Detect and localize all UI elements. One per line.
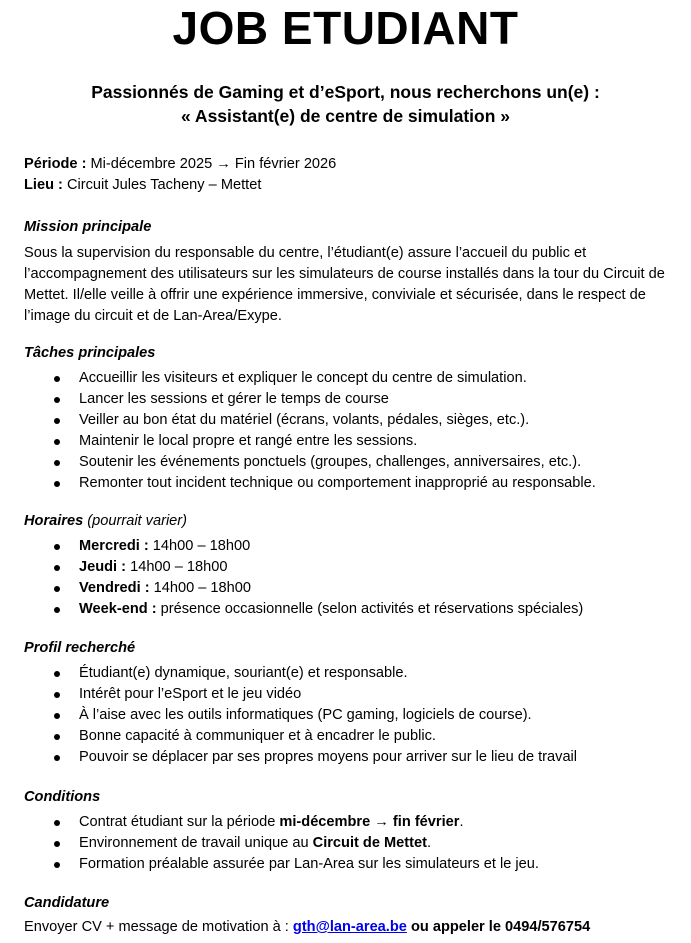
list-item <box>24 705 674 726</box>
conditions-section <box>24 787 674 875</box>
info-section <box>24 154 674 196</box>
list-item <box>24 663 674 684</box>
conditions-list <box>24 812 674 875</box>
bullet-icon <box>54 820 60 826</box>
schedule-section <box>24 511 674 620</box>
application-line <box>24 917 674 938</box>
subtitle <box>0 80 691 128</box>
schedule-day: Week-end : <box>79 601 157 617</box>
phone-text: ou appeler le 0494/576754 <box>406 919 591 935</box>
place-label: Lieu : <box>24 177 63 193</box>
bullet-icon <box>54 397 60 403</box>
schedule-heading-text: Horaires <box>24 513 84 529</box>
condition-text: Formation préalable assurée par Lan-Area sur les simulateurs et le jeu. <box>79 856 539 872</box>
list-item-text: Accueillir les visiteurs et expliquer le concept du centre de simulation. <box>79 370 527 386</box>
bullet-icon <box>54 544 60 550</box>
period-value: Mi-décembre 2025 → Fin février 2026 <box>86 156 337 172</box>
list-item-text: Étudiant(e) dynamique, souriant(e) et responsable. <box>79 665 408 681</box>
application-section <box>24 893 674 938</box>
schedule-time: 14h00 – 18h00 <box>126 559 228 575</box>
schedule-day: Vendredi : <box>79 580 150 596</box>
list-item <box>24 431 674 452</box>
mission-text: Sous la supervision du responsable du centre, l’étudiant(e) assure l’accueil du public et l’accompagnement des utilisateurs sur les simulateurs de course installés dans la tour du Circuit de Mettet. Il/elle veille à offrir une expérience immersive, conviviale et sécurisée, dans le respect de l’image du circuit et de Lan-Area/Exype. <box>24 245 665 324</box>
list-item-text: Soutenir les événements ponctuels (groupes, challenges, anniversaires, etc.). <box>79 454 582 470</box>
list-item <box>24 410 674 431</box>
schedule-list <box>24 536 674 620</box>
bullet-icon <box>54 841 60 847</box>
profile-heading: Profil recherché <box>24 640 136 656</box>
tasks-section <box>24 343 674 494</box>
list-item <box>24 684 674 705</box>
condition-place: Circuit de Mettet <box>312 835 427 851</box>
list-item-text: Veiller au bon état du matériel (écrans, volants, pédales, sièges, etc.). <box>79 412 530 428</box>
condition-text: Environnement de travail unique au <box>79 835 313 851</box>
mission-heading: Mission principale <box>24 219 152 235</box>
list-item <box>24 452 674 473</box>
schedule-day: Jeudi : <box>79 559 127 575</box>
bullet-icon <box>54 565 60 571</box>
condition-punct: . <box>459 814 464 830</box>
mission-section <box>24 217 674 327</box>
subtitle-line-2: « Assistant(e) de centre de simulation » <box>180 106 511 126</box>
period-line <box>24 154 674 175</box>
application-text: Envoyer CV + message de motivation à : <box>24 919 293 935</box>
list-item <box>24 473 674 494</box>
list-item <box>24 389 674 410</box>
tasks-list <box>24 368 674 494</box>
list-item <box>24 812 674 833</box>
list-item <box>24 833 674 854</box>
email-link[interactable]: gth@lan-area.be <box>292 919 407 935</box>
list-item <box>24 557 674 578</box>
schedule-day: Mercredi : <box>79 538 149 554</box>
bullet-icon <box>54 418 60 424</box>
schedule-time: 14h00 – 18h00 <box>148 538 251 554</box>
bullet-icon <box>54 734 60 740</box>
bullet-icon <box>54 671 60 677</box>
subtitle-line-1: Passionnés de Gaming et d’eSport, nous recherchons un(e) : <box>91 82 600 102</box>
schedule-heading <box>24 511 674 532</box>
schedule-note: (pourrait varier) <box>83 513 188 529</box>
list-item-text: Lancer les sessions et gérer le temps de course <box>79 391 389 407</box>
list-item <box>24 368 674 389</box>
list-item-text: Remonter tout incident technique ou comportement inapproprié au responsable. <box>79 475 596 491</box>
bullet-icon <box>54 586 60 592</box>
list-item <box>24 536 674 557</box>
bullet-icon <box>54 713 60 719</box>
bullet-icon <box>54 862 60 868</box>
bullet-icon <box>54 692 60 698</box>
list-item-text: Bonne capacité à communiquer et à encadrer le public. <box>79 728 436 744</box>
bullet-icon <box>54 376 60 382</box>
profile-list <box>24 663 674 768</box>
list-item <box>24 747 674 768</box>
list-item-text: À l’aise avec les outils informatiques (PC gaming, logiciels de course). <box>79 707 532 723</box>
bullet-icon <box>54 481 60 487</box>
condition-punct: . <box>426 835 432 851</box>
list-item <box>24 599 674 620</box>
list-item <box>24 726 674 747</box>
schedule-time: présence occasionnelle (selon activités et réservations spéciales) <box>156 601 584 617</box>
list-item-text: Pouvoir se déplacer par ses propres moyens pour arriver sur le lieu de travail <box>79 749 578 765</box>
place-value: Circuit Jules Tacheny – Mettet <box>62 177 262 193</box>
list-item-text: Intérêt pour l’eSport et le jeu vidéo <box>79 686 302 702</box>
tasks-heading: Tâches principales <box>24 345 156 361</box>
bullet-icon <box>54 460 60 466</box>
condition-text: Contrat étudiant sur la période <box>79 814 280 830</box>
list-item <box>24 578 674 599</box>
bullet-icon <box>54 755 60 761</box>
conditions-heading: Conditions <box>24 789 101 805</box>
condition-period: mi-décembre → fin février <box>279 814 460 830</box>
bullet-icon <box>54 439 60 445</box>
schedule-time: 14h00 – 18h00 <box>149 580 252 596</box>
application-heading: Candidature <box>24 895 110 911</box>
list-item <box>24 854 674 875</box>
place-line <box>24 175 674 196</box>
period-label: Période : <box>24 156 87 172</box>
bullet-icon <box>54 607 60 613</box>
page-title: JOB ETUDIANT <box>172 2 519 54</box>
list-item-text: Maintenir le local propre et rangé entre les sessions. <box>79 433 418 449</box>
profile-section <box>24 638 674 768</box>
